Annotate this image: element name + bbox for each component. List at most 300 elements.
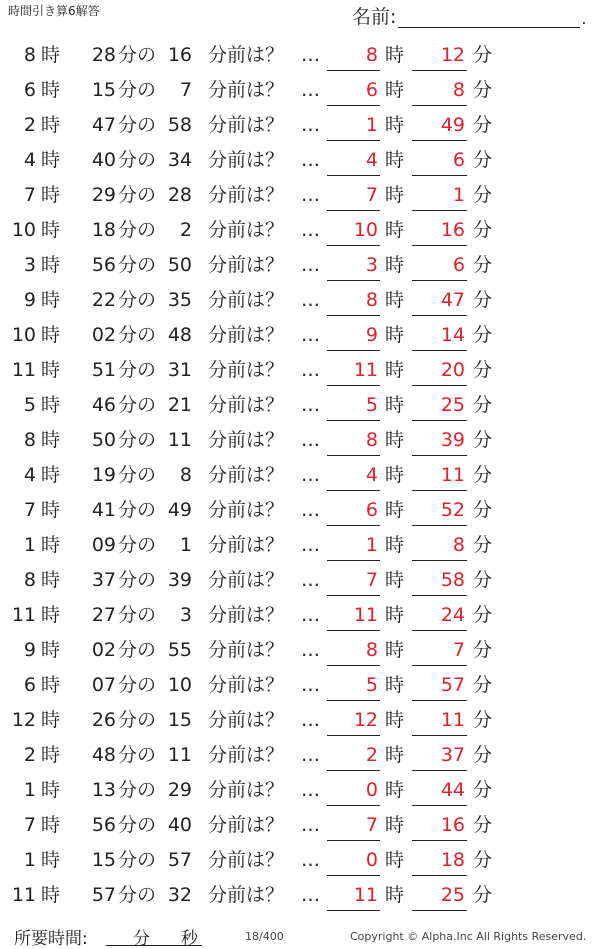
minutes-of-label: 分の <box>118 814 157 836</box>
answer-minute[interactable]: 18 <box>412 843 467 876</box>
problem-hour: 7 <box>23 184 36 206</box>
problem-offset: 48 <box>167 324 192 346</box>
name-field[interactable] <box>398 8 580 28</box>
problem-offset: 16 <box>167 44 192 66</box>
problem-minute: 56 <box>91 254 116 276</box>
problem-hour: 8 <box>23 44 36 66</box>
answer-minute-label: 分 <box>473 604 493 626</box>
answer-hour[interactable]: 8 <box>327 38 380 71</box>
answer-minute-label: 分 <box>473 254 493 276</box>
hour-label: 時 <box>41 814 61 836</box>
problem-minute: 02 <box>91 639 116 661</box>
hour-label: 時 <box>41 884 61 906</box>
answer-hour-label: 時 <box>385 849 405 871</box>
answer-minute-label: 分 <box>473 429 493 451</box>
answer-hour[interactable]: 4 <box>327 143 380 176</box>
problem-minute: 13 <box>91 779 116 801</box>
problem-row <box>0 38 600 73</box>
minutes-before-label: 分前は？ <box>208 569 285 591</box>
problem-hour: 8 <box>23 429 36 451</box>
answer-minute[interactable]: 25 <box>412 388 467 421</box>
hour-label: 時 <box>41 639 61 661</box>
hour-label: 時 <box>41 849 61 871</box>
ellipsis: … <box>301 464 320 486</box>
answer-minute-label: 分 <box>473 499 493 521</box>
minutes-before-label: 分前は？ <box>208 114 285 136</box>
minutes-of-label: 分の <box>118 569 157 591</box>
minutes-of-label: 分の <box>118 149 157 171</box>
problem-offset: 28 <box>167 184 192 206</box>
problem-row <box>0 703 600 738</box>
problem-row <box>0 73 600 108</box>
answer-minute[interactable]: 49 <box>412 108 467 141</box>
answer-minute[interactable]: 8 <box>412 528 467 561</box>
problem-offset: 32 <box>167 884 192 906</box>
problem-row <box>0 493 600 528</box>
problem-offset: 10 <box>167 674 192 696</box>
problem-minute: 37 <box>91 569 116 591</box>
answer-hour-label: 時 <box>385 814 405 836</box>
problem-hour: 4 <box>23 464 36 486</box>
ellipsis: … <box>301 44 320 66</box>
problem-row <box>0 248 600 283</box>
minutes-of-label: 分の <box>118 709 157 731</box>
seconds-unit: 秒 <box>181 929 198 949</box>
hour-label: 時 <box>41 44 61 66</box>
answer-hour-label: 時 <box>385 114 405 136</box>
answer-hour[interactable]: 7 <box>327 563 380 596</box>
problem-minute: 02 <box>91 324 116 346</box>
problem-offset: 35 <box>167 289 192 311</box>
problem-hour: 7 <box>23 499 36 521</box>
answer-hour-label: 時 <box>385 149 405 171</box>
ellipsis: … <box>301 534 320 556</box>
minutes-before-label: 分前は？ <box>208 219 285 241</box>
problem-minute: 51 <box>91 359 116 381</box>
answer-hour[interactable]: 0 <box>327 773 380 806</box>
problem-minute: 47 <box>91 114 116 136</box>
answer-hour[interactable]: 2 <box>327 738 380 771</box>
answer-hour-label: 時 <box>385 429 405 451</box>
minutes-before-label: 分前は？ <box>208 534 285 556</box>
problem-minute: 18 <box>91 219 116 241</box>
ellipsis: … <box>301 394 320 416</box>
problem-minute: 48 <box>91 744 116 766</box>
minutes-before-label: 分前は？ <box>208 149 285 171</box>
copyright: Copyright © Alpha.Inc All Rights Reserved. <box>350 930 587 943</box>
answer-hour[interactable]: 9 <box>327 318 380 351</box>
hour-label: 時 <box>41 779 61 801</box>
ellipsis: … <box>301 324 320 346</box>
minutes-before-label: 分前は？ <box>208 394 285 416</box>
answer-minute[interactable]: 6 <box>412 143 467 176</box>
hour-label: 時 <box>41 464 61 486</box>
hour-label: 時 <box>41 569 61 591</box>
answer-minute-label: 分 <box>473 709 493 731</box>
answer-minute[interactable]: 16 <box>412 808 467 841</box>
answer-hour-label: 時 <box>385 604 405 626</box>
problem-hour: 12 <box>11 709 36 731</box>
minutes-unit: 分 <box>133 929 150 949</box>
problem-offset: 31 <box>167 359 192 381</box>
problem-hour: 4 <box>23 149 36 171</box>
answer-minute-label: 分 <box>473 884 493 906</box>
problem-list <box>0 38 600 913</box>
problem-row <box>0 108 600 143</box>
minutes-of-label: 分の <box>118 429 157 451</box>
problem-row <box>0 878 600 913</box>
answer-hour[interactable]: 1 <box>327 528 380 561</box>
minutes-before-label: 分前は？ <box>208 884 285 906</box>
problem-row <box>0 773 600 808</box>
answer-minute-label: 分 <box>473 569 493 591</box>
answer-minute[interactable]: 57 <box>412 668 467 701</box>
problem-offset: 57 <box>167 849 192 871</box>
answer-hour[interactable]: 0 <box>327 843 380 876</box>
answer-hour-label: 時 <box>385 324 405 346</box>
minutes-before-label: 分前は？ <box>208 849 285 871</box>
problem-hour: 11 <box>11 884 36 906</box>
problem-hour: 2 <box>23 114 36 136</box>
hour-label: 時 <box>41 359 61 381</box>
answer-hour-label: 時 <box>385 394 405 416</box>
problem-row <box>0 213 600 248</box>
hour-label: 時 <box>41 534 61 556</box>
answer-minute[interactable]: 7 <box>412 633 467 666</box>
answer-minute[interactable]: 16 <box>412 213 467 246</box>
answer-hour[interactable]: 6 <box>327 73 380 106</box>
minutes-before-label: 分前は？ <box>208 779 285 801</box>
answer-hour[interactable]: 8 <box>327 633 380 666</box>
problem-offset: 2 <box>179 219 192 241</box>
hour-label: 時 <box>41 114 61 136</box>
minutes-of-label: 分の <box>118 534 157 556</box>
name-label: 名前: <box>352 6 397 28</box>
problem-offset: 15 <box>167 709 192 731</box>
answer-minute[interactable]: 24 <box>412 598 467 631</box>
hour-label: 時 <box>41 429 61 451</box>
ellipsis: … <box>301 744 320 766</box>
answer-hour-label: 時 <box>385 464 405 486</box>
answer-hour-label: 時 <box>385 884 405 906</box>
hour-label: 時 <box>41 219 61 241</box>
hour-label: 時 <box>41 394 61 416</box>
minutes-before-label: 分前は？ <box>208 709 285 731</box>
answer-minute[interactable]: 11 <box>412 703 467 736</box>
ellipsis: … <box>301 429 320 451</box>
ellipsis: … <box>301 849 320 871</box>
problem-offset: 8 <box>179 464 192 486</box>
required-time-field[interactable] <box>106 924 202 949</box>
minutes-before-label: 分前は？ <box>208 499 285 521</box>
answer-hour-label: 時 <box>385 534 405 556</box>
minutes-before-label: 分前は？ <box>208 359 285 381</box>
minutes-before-label: 分前は？ <box>208 744 285 766</box>
problem-row <box>0 423 600 458</box>
answer-minute[interactable]: 47 <box>412 283 467 316</box>
answer-minute-label: 分 <box>473 674 493 696</box>
minutes-of-label: 分の <box>118 289 157 311</box>
minutes-of-label: 分の <box>118 359 157 381</box>
minutes-of-label: 分の <box>118 674 157 696</box>
minutes-of-label: 分の <box>118 744 157 766</box>
minutes-before-label: 分前は？ <box>208 289 285 311</box>
problem-offset: 21 <box>167 394 192 416</box>
problem-minute: 09 <box>91 534 116 556</box>
problem-hour: 3 <box>23 254 36 276</box>
answer-minute-label: 分 <box>473 79 493 101</box>
minutes-of-label: 分の <box>118 464 157 486</box>
ellipsis: … <box>301 569 320 591</box>
answer-minute[interactable]: 39 <box>412 423 467 456</box>
answer-hour-label: 時 <box>385 254 405 276</box>
problem-minute: 22 <box>91 289 116 311</box>
problem-minute: 29 <box>91 184 116 206</box>
answer-minute-label: 分 <box>473 219 493 241</box>
page-number: 18/400 <box>245 930 284 943</box>
answer-minute-label: 分 <box>473 289 493 311</box>
worksheet-title: 時間引き算6解答 <box>8 4 100 18</box>
answer-hour[interactable]: 8 <box>327 423 380 456</box>
answer-minute-label: 分 <box>473 114 493 136</box>
problem-row <box>0 353 600 388</box>
answer-hour[interactable]: 11 <box>327 598 380 631</box>
answer-hour-label: 時 <box>385 779 405 801</box>
answer-hour[interactable]: 12 <box>327 703 380 736</box>
answer-hour[interactable]: 6 <box>327 493 380 526</box>
minutes-of-label: 分の <box>118 44 157 66</box>
minutes-of-label: 分の <box>118 499 157 521</box>
problem-row <box>0 528 600 563</box>
minutes-before-label: 分前は？ <box>208 464 285 486</box>
problem-hour: 1 <box>23 534 36 556</box>
name-dot: . <box>581 9 587 28</box>
answer-minute[interactable]: 8 <box>412 73 467 106</box>
hour-label: 時 <box>41 604 61 626</box>
minutes-of-label: 分の <box>118 254 157 276</box>
ellipsis: … <box>301 674 320 696</box>
problem-offset: 11 <box>167 429 192 451</box>
problem-row <box>0 178 600 213</box>
answer-minute[interactable]: 25 <box>412 878 467 911</box>
problem-hour: 9 <box>23 639 36 661</box>
answer-hour[interactable]: 5 <box>327 388 380 421</box>
ellipsis: … <box>301 499 320 521</box>
minutes-before-label: 分前は？ <box>208 79 285 101</box>
minutes-before-label: 分前は？ <box>208 639 285 661</box>
minutes-before-label: 分前は？ <box>208 184 285 206</box>
minutes-before-label: 分前は？ <box>208 254 285 276</box>
minutes-before-label: 分前は？ <box>208 674 285 696</box>
answer-hour[interactable]: 11 <box>327 878 380 911</box>
answer-hour-label: 時 <box>385 219 405 241</box>
hour-label: 時 <box>41 289 61 311</box>
hour-label: 時 <box>41 254 61 276</box>
minutes-of-label: 分の <box>118 79 157 101</box>
problem-minute: 50 <box>91 429 116 451</box>
ellipsis: … <box>301 184 320 206</box>
problem-minute: 57 <box>91 884 116 906</box>
answer-hour-label: 時 <box>385 184 405 206</box>
hour-label: 時 <box>41 674 61 696</box>
problem-row <box>0 318 600 353</box>
answer-minute[interactable]: 6 <box>412 248 467 281</box>
answer-hour[interactable]: 1 <box>327 108 380 141</box>
ellipsis: … <box>301 604 320 626</box>
ellipsis: … <box>301 814 320 836</box>
problem-minute: 26 <box>91 709 116 731</box>
problem-minute: 15 <box>91 79 116 101</box>
problem-hour: 1 <box>23 779 36 801</box>
minutes-of-label: 分の <box>118 779 157 801</box>
answer-minute-label: 分 <box>473 359 493 381</box>
minutes-before-label: 分前は？ <box>208 429 285 451</box>
answer-minute[interactable]: 52 <box>412 493 467 526</box>
problem-hour: 11 <box>11 604 36 626</box>
problem-hour: 1 <box>23 849 36 871</box>
answer-minute[interactable]: 11 <box>412 458 467 491</box>
problem-row <box>0 668 600 703</box>
problem-row <box>0 458 600 493</box>
minutes-of-label: 分の <box>118 639 157 661</box>
problem-offset: 34 <box>167 149 192 171</box>
problem-minute: 27 <box>91 604 116 626</box>
problem-minute: 28 <box>91 44 116 66</box>
problem-minute: 46 <box>91 394 116 416</box>
minutes-before-label: 分前は？ <box>208 44 285 66</box>
answer-hour-label: 時 <box>385 639 405 661</box>
name-area <box>352 6 587 28</box>
minutes-of-label: 分の <box>118 219 157 241</box>
answer-hour[interactable]: 3 <box>327 248 380 281</box>
answer-hour[interactable]: 11 <box>327 353 380 386</box>
problem-row <box>0 563 600 598</box>
minutes-of-label: 分の <box>118 184 157 206</box>
problem-row <box>0 843 600 878</box>
answer-hour[interactable]: 7 <box>327 808 380 841</box>
problem-row <box>0 598 600 633</box>
hour-label: 時 <box>41 324 61 346</box>
ellipsis: … <box>301 114 320 136</box>
hour-label: 時 <box>41 79 61 101</box>
ellipsis: … <box>301 884 320 906</box>
answer-hour-label: 時 <box>385 289 405 311</box>
problem-hour: 5 <box>23 394 36 416</box>
problem-hour: 7 <box>23 814 36 836</box>
ellipsis: … <box>301 779 320 801</box>
problem-offset: 58 <box>167 114 192 136</box>
answer-minute-label: 分 <box>473 814 493 836</box>
answer-hour[interactable]: 5 <box>327 668 380 701</box>
hour-label: 時 <box>41 744 61 766</box>
answer-minute[interactable]: 37 <box>412 738 467 771</box>
minutes-of-label: 分の <box>118 394 157 416</box>
answer-minute-label: 分 <box>473 44 493 66</box>
problem-row <box>0 388 600 423</box>
answer-hour-label: 時 <box>385 499 405 521</box>
minutes-of-label: 分の <box>118 604 157 626</box>
answer-minute-label: 分 <box>473 744 493 766</box>
hour-label: 時 <box>41 709 61 731</box>
answer-hour[interactable]: 4 <box>327 458 380 491</box>
problem-hour: 8 <box>23 569 36 591</box>
problem-row <box>0 633 600 668</box>
answer-minute-label: 分 <box>473 184 493 206</box>
problem-hour: 10 <box>11 324 36 346</box>
ellipsis: … <box>301 254 320 276</box>
ellipsis: … <box>301 709 320 731</box>
answer-hour[interactable]: 8 <box>327 283 380 316</box>
problem-hour: 10 <box>11 219 36 241</box>
answer-minute[interactable]: 14 <box>412 318 467 351</box>
answer-hour-label: 時 <box>385 709 405 731</box>
answer-minute-label: 分 <box>473 464 493 486</box>
problem-offset: 29 <box>167 779 192 801</box>
problem-row <box>0 808 600 843</box>
problem-offset: 49 <box>167 499 192 521</box>
hour-label: 時 <box>41 149 61 171</box>
answer-hour[interactable]: 7 <box>327 178 380 211</box>
answer-minute[interactable]: 20 <box>412 353 467 386</box>
problem-row <box>0 143 600 178</box>
minutes-before-label: 分前は？ <box>208 324 285 346</box>
answer-minute[interactable]: 1 <box>412 178 467 211</box>
minutes-of-label: 分の <box>118 324 157 346</box>
problem-hour: 6 <box>23 79 36 101</box>
answer-minute[interactable]: 44 <box>412 773 467 806</box>
answer-minute-label: 分 <box>473 849 493 871</box>
problem-offset: 11 <box>167 744 192 766</box>
ellipsis: … <box>301 289 320 311</box>
ellipsis: … <box>301 639 320 661</box>
problem-offset: 50 <box>167 254 192 276</box>
ellipsis: … <box>301 79 320 101</box>
problem-offset: 1 <box>179 534 192 556</box>
hour-label: 時 <box>41 184 61 206</box>
answer-hour[interactable]: 10 <box>327 213 380 246</box>
ellipsis: … <box>301 219 320 241</box>
problem-offset: 7 <box>179 79 192 101</box>
problem-minute: 15 <box>91 849 116 871</box>
problem-minute: 19 <box>91 464 116 486</box>
minutes-of-label: 分の <box>118 114 157 136</box>
answer-minute-label: 分 <box>473 324 493 346</box>
problem-hour: 2 <box>23 744 36 766</box>
hour-label: 時 <box>41 499 61 521</box>
answer-minute-label: 分 <box>473 779 493 801</box>
required-time-label: 所要時間: <box>14 929 88 949</box>
ellipsis: … <box>301 359 320 381</box>
answer-minute[interactable]: 12 <box>412 38 467 71</box>
answer-minute-label: 分 <box>473 394 493 416</box>
ellipsis: … <box>301 149 320 171</box>
footer <box>0 918 600 948</box>
answer-hour-label: 時 <box>385 744 405 766</box>
problem-hour: 6 <box>23 674 36 696</box>
answer-minute-label: 分 <box>473 149 493 171</box>
problem-row <box>0 283 600 318</box>
problem-offset: 55 <box>167 639 192 661</box>
answer-minute[interactable]: 58 <box>412 563 467 596</box>
minutes-of-label: 分の <box>118 884 157 906</box>
problem-offset: 39 <box>167 569 192 591</box>
minutes-before-label: 分前は？ <box>208 604 285 626</box>
answer-hour-label: 時 <box>385 79 405 101</box>
problem-row <box>0 738 600 773</box>
problem-hour: 11 <box>11 359 36 381</box>
problem-offset: 40 <box>167 814 192 836</box>
problem-offset: 3 <box>179 604 192 626</box>
